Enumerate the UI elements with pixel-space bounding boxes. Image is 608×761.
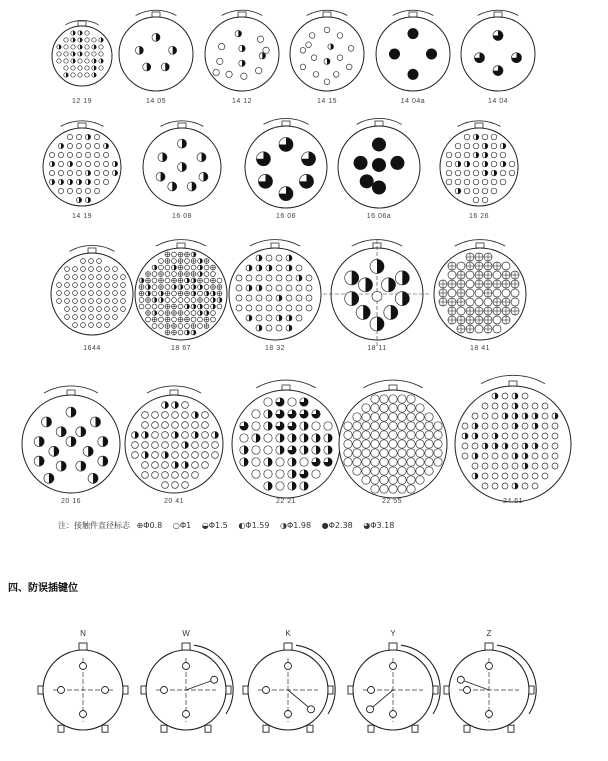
connector-layout <box>143 121 221 206</box>
key-label: Z <box>486 629 492 638</box>
layout-label: 22 21 <box>275 498 297 505</box>
layout-label: 22 55 <box>381 498 403 505</box>
layout-label: 18 32 <box>264 345 286 352</box>
connector-layout <box>125 386 223 493</box>
key-position-diagram <box>243 643 335 732</box>
key-position-diagram <box>38 643 128 732</box>
connector-layout <box>440 121 518 206</box>
connector-layout <box>339 380 447 498</box>
key-position-diagram <box>348 643 440 732</box>
legend-item: ◕Φ3.18 <box>363 521 395 530</box>
connector-layout <box>135 240 227 340</box>
legend-item: ⊕Φ0.8 <box>136 521 163 530</box>
layout-label: 14 05 <box>145 98 167 105</box>
key-position-diagram <box>444 643 536 732</box>
connector-layout <box>455 375 571 502</box>
layout-label: 20 41 <box>163 498 185 505</box>
connector-layout <box>22 386 120 493</box>
connector-layout <box>290 10 364 91</box>
layout-label: 16 06a <box>366 213 392 220</box>
layout-label: 14 15 <box>316 98 338 105</box>
layout-label: 14 04a <box>400 98 426 105</box>
layout-label: 16 06 <box>275 213 297 220</box>
key-label: Y <box>390 629 396 638</box>
connector-layout <box>323 240 431 348</box>
legend-item: ◑Φ1.98 <box>279 521 312 530</box>
layout-label: 24 61 <box>502 498 524 505</box>
legend-item: ◐Φ1.59 <box>238 521 270 530</box>
layout-label: 12 19 <box>71 98 93 105</box>
layout-label: 16 08 <box>171 213 193 220</box>
key-label: N <box>80 629 86 638</box>
connector-layout <box>376 10 450 91</box>
connector-layout <box>229 240 321 340</box>
layout-label: 16 26 <box>468 213 490 220</box>
layout-label: 14 04 <box>487 98 509 105</box>
connector-layout <box>52 20 112 86</box>
layout-label: 18 67 <box>170 345 192 352</box>
connector-layout <box>43 121 121 206</box>
connector-layout <box>232 380 340 498</box>
key-label: W <box>182 629 190 638</box>
legend-prefix: 注：接触件直径标志 <box>58 521 130 530</box>
layout-label: 1644 <box>83 345 101 352</box>
connector-layout <box>119 10 193 91</box>
connector-layout <box>434 240 526 340</box>
layout-label: 14 12 <box>231 98 253 105</box>
layout-label: 14 19 <box>71 213 93 220</box>
legend-item: ●Φ2.38 <box>321 521 353 530</box>
section-title: 四、防误插键位 <box>8 583 78 594</box>
connector-layout <box>245 118 327 208</box>
layout-label: 20 16 <box>60 498 82 505</box>
connector-layout <box>338 118 420 208</box>
layout-label: 18 41 <box>469 345 491 352</box>
contact-diameter-legend <box>58 520 402 531</box>
connector-layout <box>461 10 535 91</box>
legend-item: ◒Φ1.5 <box>201 521 228 530</box>
connector-layout <box>51 245 133 335</box>
key-position-diagram <box>141 643 233 732</box>
layout-label: 18 11 <box>367 345 387 352</box>
connector-layout <box>205 10 279 91</box>
key-label: K <box>285 629 291 638</box>
legend-item: ○Φ1 <box>172 521 192 530</box>
